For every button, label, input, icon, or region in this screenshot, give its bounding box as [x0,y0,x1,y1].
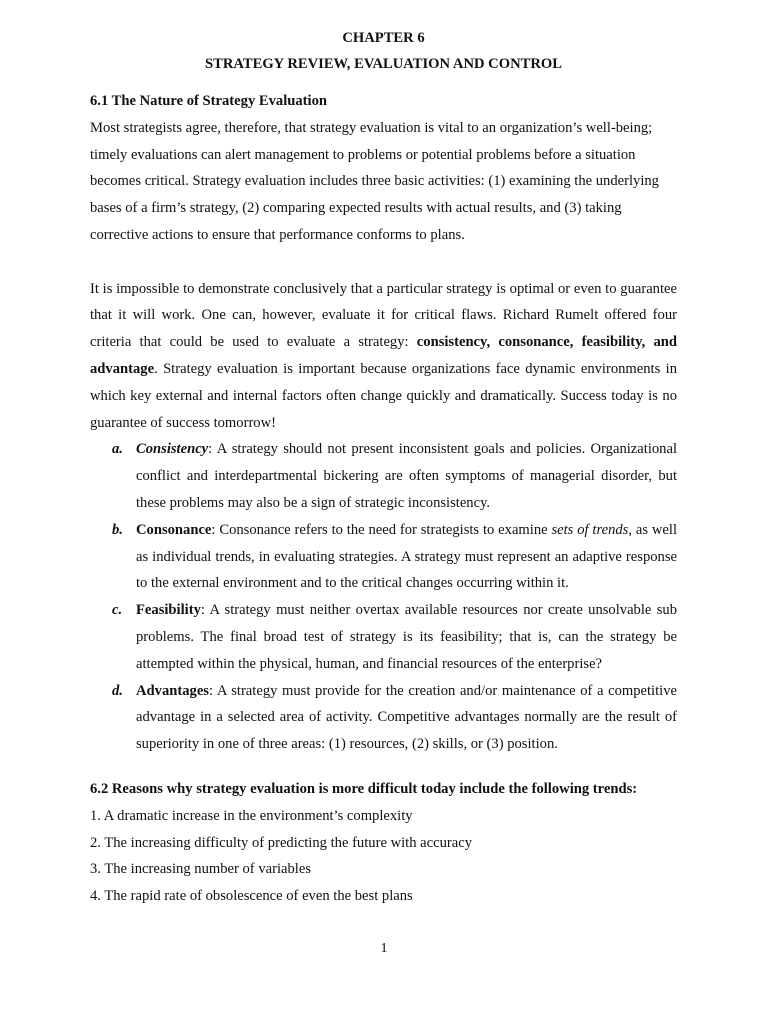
list-marker: c. [112,602,123,619]
paragraph-rumelt-text-a: It is impossible to demonstrate conclusively that a particular strategy is optimal or even to guarantee that it will work. One can, however, evaluate it for critical flaws. Richard Rumelt offered four criteria that could be used to evaluate a strategy: [90,280,677,351]
trend-item-3: 3. The increasing number of variables [90,861,311,878]
list-marker: a. [112,441,123,458]
paragraph-rumelt-text-b: . Strategy evaluation is important because organizations face dynamic environments in which key external and internal factors often change quickly and dramatically. Success today is no guarantee of success tomorrow! [90,360,677,431]
trend-item-2: 2. The increasing difficulty of predicting the future with accuracy [90,834,473,851]
criterion-term: Advantages [136,682,209,699]
page-number: 1 [380,941,388,956]
criterion-emphasis: sets of trends [551,521,629,538]
list-item [90,678,677,758]
paragraph-gap [90,249,677,276]
paragraph-rumelt-criteria: consistency, consonance, feasibility, and advantage [90,334,677,377]
document-page [90,28,677,910]
criterion-text-continued: , as well as individual trends, in evaluating strategies. A strategy must represent an adaptive response to the external environment and to the critical changes occurring within it. [136,521,678,592]
chapter-label: CHAPTER 6 [342,30,425,46]
section-heading-6-1: 6.1 The Nature of Strategy Evaluation [90,93,328,109]
criteria-list [90,436,677,758]
trend-item-4: 4. The rapid rate of obsolescence of even the best plans [90,888,413,905]
list-item [90,597,677,677]
paragraph-nature: Most strategists agree, therefore, that strategy evaluation is vital to an organization’s well-being; timely evaluations can alert management to problems or potential problems before a situation becomes critical. Strategy evaluation includes three basic activities: (1) examining the underlying bases of a firm’s strategy, (2) comparing expected results with actual results, and (3) taking corrective actions to ensure that performance conforms to plans. [90,119,659,243]
criterion-term: Consistency [136,441,209,458]
paragraph-rumelt [90,276,677,437]
criterion-text: : A strategy must neither overtax available resources nor create unsolvable sub problems. The final broad test of strategy is its feasibility; that is, can the strategy be attempted within the physical, human, and financial resources of the enterprise? [136,602,677,672]
criterion-text: : A strategy should not present inconsistent goals and policies. Organizational conflict and interdepartmental bickering are often symptoms of managerial disorder, but these problems may also be a sign of strategic inconsistency. [136,441,677,511]
chapter-title: STRATEGY REVIEW, EVALUATION AND CONTROL [205,56,562,72]
list-item [90,436,677,516]
list-marker: b. [112,521,123,538]
list-item [90,517,677,597]
criterion-text: : A strategy must provide for the creation and/or maintenance of a competitive advantage in a selected area of activity. Competitive advantages normally are the result of superiority in one of three areas: (1) resources, (2) skills, or (3) position. [136,682,677,753]
section-heading-6-2: 6.2 Reasons why strategy evaluation is more difficult today include the following trends: [90,780,638,797]
list-marker: d. [112,682,123,699]
criterion-term: Consonance [136,521,212,538]
criterion-text: : Consonance refers to the need for strategists to examine [211,521,552,538]
criterion-term: Feasibility [136,602,201,619]
trend-item-1: 1. A dramatic increase in the environment’s complexity [90,807,413,824]
